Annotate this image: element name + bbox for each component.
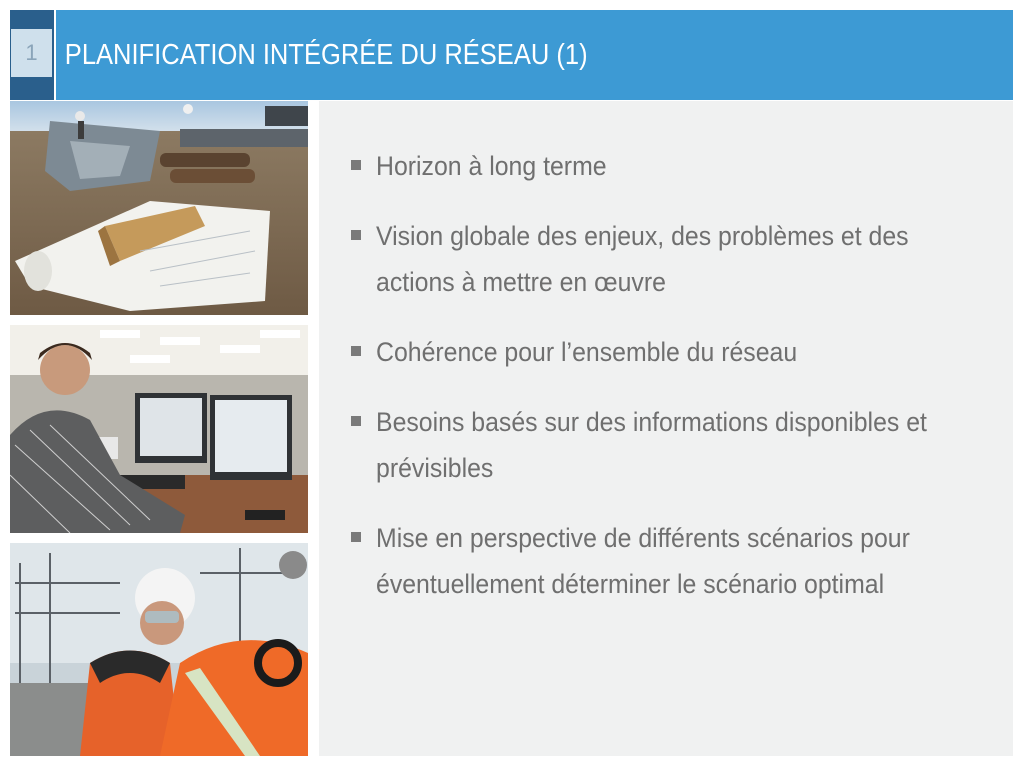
bullet-text: Mise en perspective de différents scénarios pour éventuellement déterminer le scénario optimal [376, 523, 910, 599]
page-title: PLANIFICATION INTÉGRÉE DU RÉSEAU (1) [64, 38, 588, 71]
square-bullet-icon [351, 230, 361, 240]
bullet-text: Cohérence pour l’ensemble du réseau [376, 337, 798, 367]
square-bullet-icon [351, 532, 361, 542]
square-bullet-icon [351, 346, 361, 356]
bullet-text: Vision globale des enjeux, des problèmes et des actions à mettre en œuvre [376, 221, 909, 297]
bullet-text: Horizon à long terme [376, 151, 607, 181]
engineer-at-computer-photo [10, 325, 308, 533]
list-item [351, 213, 981, 305]
square-bullet-icon [351, 160, 361, 170]
bullet-text: Besoins basés sur des informations disponibles et prévisibles [376, 407, 927, 483]
title-bar [56, 10, 1013, 100]
list-item [351, 329, 981, 375]
section-number: 1 [11, 29, 52, 77]
construction-site-plans-photo [10, 101, 308, 315]
list-item [351, 515, 981, 607]
list-item [351, 143, 981, 189]
list-item [351, 399, 981, 491]
square-bullet-icon [351, 416, 361, 426]
workers-at-substation-photo [10, 543, 308, 756]
content-panel [319, 101, 1013, 756]
bullet-list [351, 143, 981, 631]
